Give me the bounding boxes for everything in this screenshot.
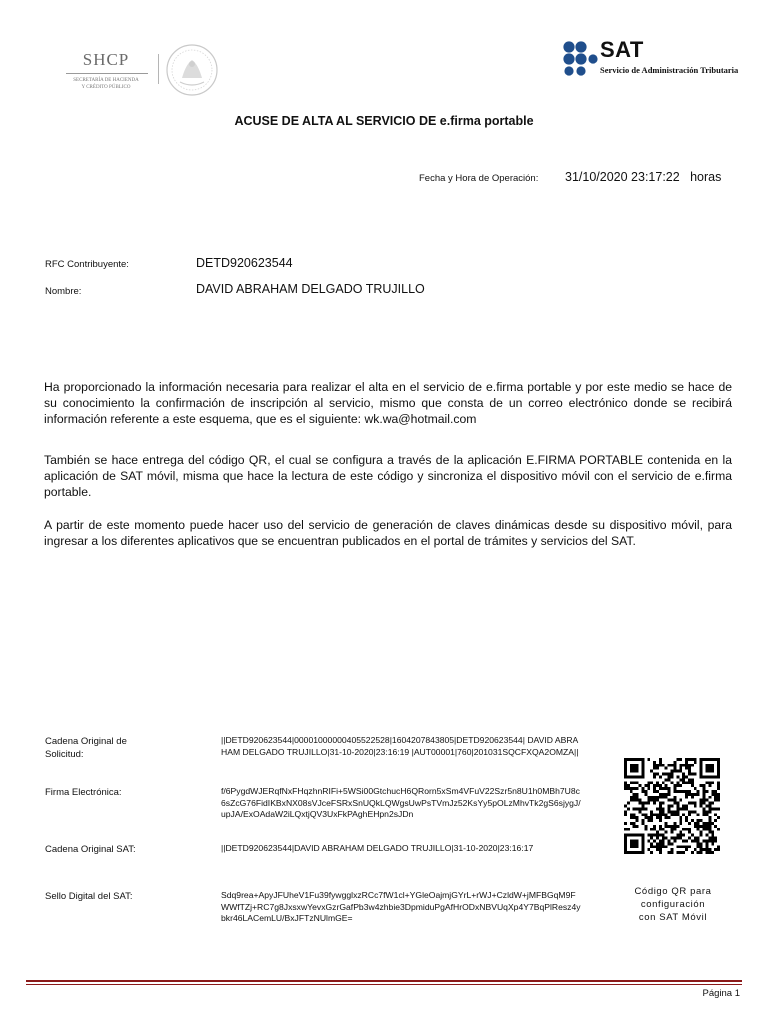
sat-logo-text: SAT bbox=[600, 37, 644, 62]
sat-logo bbox=[562, 37, 742, 82]
shcp-subtitle-line1: SECRETARÍA DE HACIENDA bbox=[73, 78, 139, 83]
qr-caption-line2: configuración bbox=[640, 899, 706, 910]
sat-digital-seal-label: Sello Digital del SAT: bbox=[45, 891, 133, 902]
qr-code-icon bbox=[624, 758, 720, 854]
rfc-value: DETD920623544 bbox=[196, 256, 293, 270]
shcp-logo-subtitle bbox=[60, 77, 152, 91]
shcp-logo-rule bbox=[66, 73, 148, 74]
electronic-signature-label: Firma Electrónica: bbox=[45, 787, 122, 798]
sat-original-chain-label: Cadena Original SAT: bbox=[45, 844, 136, 855]
shcp-logo-separator bbox=[158, 54, 159, 84]
original-request-chain-label: Cadena Original de Solicitud: bbox=[45, 736, 127, 760]
paragraph-usage: A partir de este momento puede hacer uso del servicio de generación de claves dinámicas desde su dispositivo móvil, para ingresar a los diferentes aplicativos que se encuentran publicados en el portal de trámites y servicios del SAT. bbox=[44, 518, 732, 548]
paragraph-email-confirmation: Ha proporcionado la información necesaria para realizar el alta en el servicio de e.firma portable y por este medio se hace de su conocimiento la confirmación de inscripción al servicio, mismo que consta de un correo electrónico donde se recibirá información referente a este esquema, que es el siguiente: wk.wa@hotmail.com bbox=[44, 380, 732, 426]
shcp-logo-text: SHCP bbox=[82, 50, 130, 69]
document-title: ACUSE DE ALTA AL SERVICIO DE e.firma portable bbox=[234, 114, 534, 128]
qr-caption bbox=[614, 885, 732, 924]
footer-rule-thin bbox=[26, 984, 742, 985]
sat-original-chain-value: ||DETD920623544|DAVID ABRAHAM DELGADO TRUJILLO|31-10-2020|23:16:17 bbox=[221, 843, 534, 853]
paragraph-qr-delivery: También se hace entrega del código QR, el cual se configura a través de la aplicación E.FIRMA PORTABLE contenida en la aplicación de SAT móvil, misma que hace la lectura de este código y sincroniza el dispositivo móvil con el servicio de e.firma portable. bbox=[44, 453, 732, 499]
shcp-subtitle-line2: Y CRÉDITO PÚBLICO bbox=[81, 85, 131, 90]
footer-rule-thick bbox=[26, 980, 742, 982]
qr-caption-line1: Código QR para bbox=[634, 886, 712, 897]
sat-logo-subtitle: Servicio de Administración Tributaria bbox=[600, 65, 739, 75]
sat-dots-icon bbox=[562, 40, 598, 76]
sat-digital-seal-value: Sdq9rea+ApyJFUheV1Fu39fywgglxzRCc7fW1cl+YGleOajmjGYrL+rWJ+CzldW+jMFBGqM9FWWfTZj+RC7g8JxsxwYevxGzrGafPb3w4zhbie3DpmiduPgAfHrODxNBVUqXp4Y7BqPlResz4ybkr46LACemLU/BxJFTzNUlmGE= bbox=[221, 890, 581, 923]
national-seal-icon bbox=[164, 42, 220, 98]
name-label: Nombre: bbox=[45, 286, 82, 297]
name-value: DAVID ABRAHAM DELGADO TRUJILLO bbox=[196, 282, 425, 296]
page-number: Página 1 bbox=[702, 988, 740, 999]
shcp-logo bbox=[60, 42, 220, 100]
original-request-chain-value: ||DETD920623544|00001000000405522528|1604207843805|DETD920623544| DAVID ABRAHAM DELGADO TRUJILLO|31-10-2020|23:16:19 |AUT00001|760|201031SQCFXQA2OMZA|| bbox=[221, 735, 579, 757]
operation-date-value: 31/10/2020 23:17:22 horas bbox=[565, 170, 722, 184]
operation-date-label: Fecha y Hora de Operación: bbox=[419, 173, 539, 184]
rfc-label: RFC Contribuyente: bbox=[45, 259, 129, 270]
qr-caption-line3: con SAT Móvil bbox=[638, 912, 708, 923]
electronic-signature-value: f/6PygdWJERqfNxFHqzhnRIFi+5WSi00GtchucH6QRorn5xSm4VFuV22Szr5n8U1h0MBh7U8c6sZcG76FidIKBxNX08sVJceFSRxSnUQkLQWgsUwPsTVmJz52KsYy5pOLzMhvTk2gS6sjygJ/upJA/ExOAdaW2iLQxtjQV3UxFkPAghEHpn2sJDn bbox=[221, 786, 581, 819]
